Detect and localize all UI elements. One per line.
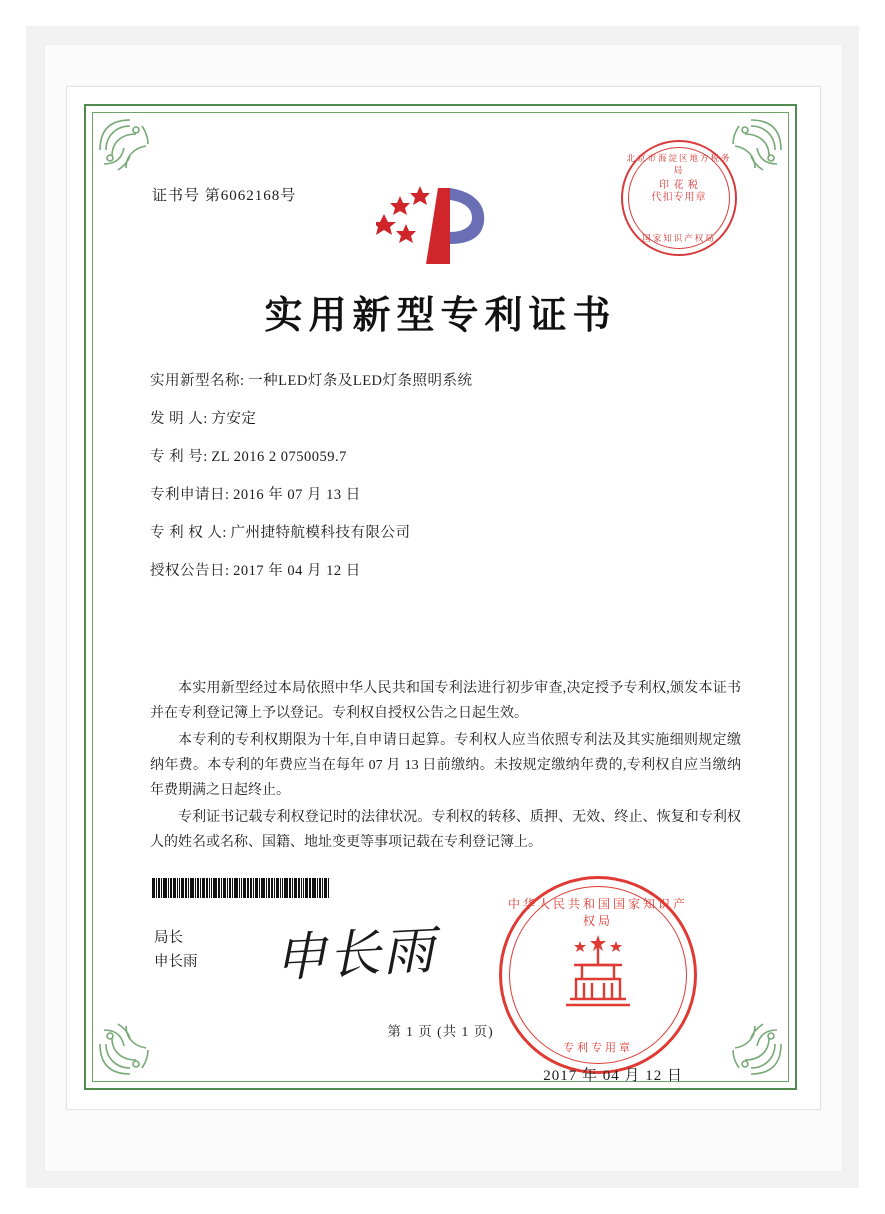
national-emblem-icon xyxy=(550,927,646,1023)
signer-block xyxy=(154,926,198,974)
field-label: 发 明 人: xyxy=(150,411,208,427)
field-value: ZL 2016 2 0750059.7 xyxy=(211,449,347,465)
body-paragraph: 本实用新型经过本局依照中华人民共和国专利法进行初步审查,决定授予专利权,颁发本证书并在专利登记簿上予以登记。专利权自授权公告之日起生效。 xyxy=(150,681,741,721)
field-label: 专 利 权 人: xyxy=(150,525,227,541)
tax-stamp-arc-bottom: 国家知识产权局 xyxy=(642,233,716,243)
official-seal-arc-bottom: 专利专用章 xyxy=(563,1042,633,1054)
field-label: 实用新型名称: xyxy=(150,373,245,389)
page-footer: 第 1 页 (共 1 页) xyxy=(387,1024,494,1039)
field-row xyxy=(150,412,745,427)
field-label: 专 利 号: xyxy=(150,449,208,465)
field-row xyxy=(150,488,745,503)
field-label: 授权公告日: xyxy=(150,563,230,579)
official-seal xyxy=(499,876,697,1074)
certificate-number: 证书号 第6062168号 xyxy=(152,188,297,204)
barcode xyxy=(152,878,346,898)
tax-stamp-center: 印 花 税 代扣专用章 xyxy=(651,180,707,203)
handwritten-signature: 申长雨 xyxy=(272,920,438,990)
signer-name: 申长雨 xyxy=(154,954,198,970)
certificate xyxy=(84,104,797,1090)
field-value: 广州捷特航模科技有限公司 xyxy=(230,525,411,541)
body-paragraph: 专利证书记载专利权登记时的法律状况。专利权的转移、质押、无效、终止、恢复和专利权人的姓名或名称、国籍、地址变更等事项记载在专利登记簿上。 xyxy=(150,810,741,850)
seal-date: 2017 年 04 月 12 日 xyxy=(543,1068,683,1084)
field-row xyxy=(150,526,745,541)
field-value: 一种LED灯条及LED灯条照明系统 xyxy=(248,373,473,389)
signer-role: 局长 xyxy=(154,930,183,946)
field-row xyxy=(150,564,745,579)
field-row xyxy=(150,450,745,465)
body-text xyxy=(150,676,741,857)
tax-stamp-arc-top: 北京市海淀区地方税务局 xyxy=(626,153,732,175)
field-value: 2017 年 04 月 12 日 xyxy=(233,563,361,579)
field-row xyxy=(150,374,745,389)
field-value: 方安定 xyxy=(211,411,257,427)
cnipa-logo-icon xyxy=(376,180,506,272)
field-label: 专利申请日: xyxy=(150,487,230,503)
tax-stamp xyxy=(621,140,737,256)
field-value: 2016 年 07 月 13 日 xyxy=(233,487,361,503)
corner-ornament-icon xyxy=(96,116,158,178)
page-title: 实用新型专利证书 xyxy=(264,292,617,337)
official-seal-arc-top: 中华人民共和国国家知识产权局 xyxy=(507,897,688,928)
body-paragraph: 本专利的专利权期限为十年,自申请日起算。专利权人应当依照专利法及其实施细则规定缴纳年费。本专利的年费应当在每年 07 月 13 日前缴纳。未按规定缴纳年费的,专利权自应当缴纳年费期满之日起终止。 xyxy=(150,733,741,798)
fields-list xyxy=(150,374,745,602)
